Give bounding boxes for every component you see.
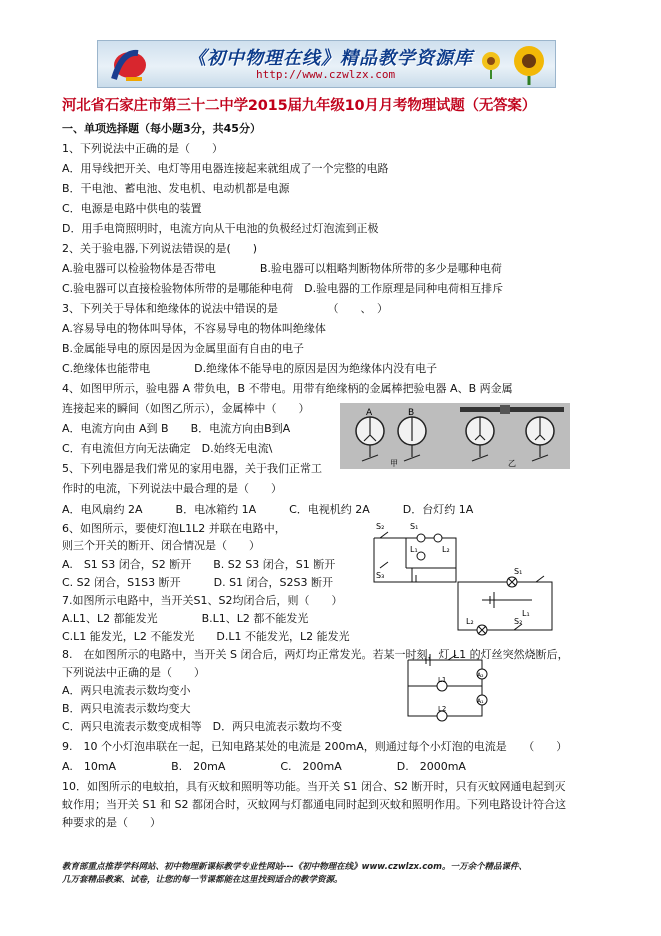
question-line: 9. 10 个小灯泡串联在一起，已知电路某处的电流是 200mA，则通过每个小灯泡的电流是 （ ） <box>62 740 568 753</box>
banner-title: 《初中物理在线》精品教学资源库 <box>188 48 473 69</box>
question-line: B．干电池、蓄电池、发电机、电动机都是电源 <box>62 182 290 195</box>
question-line: 种要求的是（ ） <box>62 816 161 829</box>
question-line: B．两只电流表示数均变大 <box>62 702 191 715</box>
footer-line: 教育部重点推荐学科网站、初中物理新课标教学专业性网站---《初中物理在线》www.czwlzx.com。一万余个精品课件、 <box>62 862 527 872</box>
question-line: 10．如图所示的电蚊拍，具有灭蚊和照明等功能。当开关 S1 闭合、S2 断开时，只有灭蚊网通电起到灭 <box>62 780 566 793</box>
label-yi: 乙 <box>508 459 516 468</box>
question-line: 2、关于验电器,下列说法错误的是( ) <box>62 242 258 255</box>
label-L2: L₂ <box>466 617 474 626</box>
question-line: 8. 在如图所示的电路中，当开关 S 闭合后，两灯均正常发光。若某一时刻，灯 L1 的灯丝突然烧断后， <box>62 648 569 661</box>
question-line: 作时的电流，下列说法中最合理的是（ ） <box>62 482 282 495</box>
document-title: 河北省石家庄市第三十二中学2015届九年级10月月考物理试题（无答案） <box>62 98 537 114</box>
site-banner <box>97 40 556 88</box>
question-line: C.绝缘体也能带电 D.绝缘体不能导电的原因是因为绝缘体内没有电子 <box>62 362 438 375</box>
label-A: A <box>366 408 373 418</box>
label-L2: L₂ <box>442 545 450 554</box>
label-A2: A₂ <box>477 672 484 679</box>
page-footer <box>62 861 527 887</box>
question-line: C. S2 闭合，S1S3 断开 D. S1 闭合，S2S3 断开 <box>62 576 334 589</box>
label-S1: S₁ <box>514 567 523 576</box>
question-line: 则三个开关的断开、闭合情况是（ ） <box>62 539 260 552</box>
question-line: 1、下列说法中正确的是（ ） <box>62 142 223 155</box>
question-line: A.容易导电的物体叫导体，不容易导电的物体叫绝缘体 <box>62 322 326 335</box>
question-line: 下列说法中正确的是（ ） <box>62 666 205 679</box>
question-line: A．两只电流表示数均变小 <box>62 684 191 697</box>
label-L1: L₁ <box>522 609 530 618</box>
sunflower-icon <box>507 43 551 85</box>
footer-line: 几万套精品教案、试卷，让您的每一节课都能在这里找到适合的教学资源。 <box>62 875 343 885</box>
label-jia: 甲 <box>390 459 398 468</box>
label-L2: L2 <box>438 705 447 713</box>
question-line: A.验电器可以检验物体是否带电 B.验电器可以粗略判断物体所带的多少是哪种电荷 <box>62 262 502 275</box>
question-line: A．电风扇约 2A B．电冰箱约 1A C．电视机约 2A D．台灯约 1A <box>62 503 474 516</box>
question-line: 3、下列关于导体和绝缘体的说法中错误的是 （ 、 ） <box>62 302 388 315</box>
question-line: C．两只电流表示数变成相等 D．两只电流表示数均不变 <box>62 720 343 733</box>
question-line: B.金属能导电的原因是因为金属里面有自由的电子 <box>62 342 305 355</box>
question-line: C.L1 能发光，L2 不能发光 D.L1 不能发光，L2 能发光 <box>62 630 350 643</box>
question-line: 7.如图所示电路中，当开关S1、S2均闭合后，则（ ） <box>62 594 343 607</box>
question-line: C．有电流但方向无法确定 D.始终无电流\ <box>62 442 273 455</box>
question-line: 连接起来的瞬间（如图乙所示），金属棒中（ ） <box>62 402 310 415</box>
circuit-figure-q6 <box>366 520 466 592</box>
flower-icon <box>477 49 505 79</box>
electroscope-figure <box>340 403 570 469</box>
question-line: 蚊作用；当开关 S1 和 S2 都闭合时，灭蚊网与灯都通电同时起到灭蚊和照明作用。下列电路设计符合这 <box>62 798 566 811</box>
label-A1: A₁ <box>477 698 484 705</box>
question-line: C．电源是电路中供电的装置 <box>62 202 202 215</box>
question-line: A. 10mA B. 20mA C. 200mA D. 2000mA <box>62 760 466 773</box>
question-line: D．用手电筒照明时，电流方向从干电池的负极经过灯泡流到正极 <box>62 222 379 235</box>
question-line: A. S1 S3 闭合，S2 断开 B. S2 S3 闭合，S1 断开 <box>62 558 336 571</box>
question-line: C.验电器可以直接检验物体所带的是哪能种电荷 D.验电器的工作原理是同种电荷相互排斥 <box>62 282 504 295</box>
site-logo-icon <box>108 45 148 83</box>
circuit-figure-q8 <box>402 652 494 722</box>
label-S1: S₁ <box>410 522 419 531</box>
question-line: A．用导线把开关、电灯等用电器连接起来就组成了一个完整的电路 <box>62 162 389 175</box>
section-heading: 一、单项选择题（每小题3分，共45分） <box>62 122 261 135</box>
banner-url[interactable]: http://www.czwlzx.com <box>256 68 396 81</box>
question-line: 6、如图所示，要使灯泡L1L2 并联在电路中， <box>62 522 286 535</box>
label-S3: S₃ <box>376 571 385 580</box>
question-line: 5、下列电器是我们常见的家用电器，关于我们正常工 <box>62 462 322 475</box>
circuit-figure-q7 <box>452 562 562 636</box>
question-line: A.L1、L2 都能发光 B.L1、L2 都不能发光 <box>62 612 309 625</box>
label-S2: S₂ <box>514 617 523 626</box>
label-L1: L1 <box>438 676 447 684</box>
label-L1: L₁ <box>410 545 418 554</box>
question-line: A．电流方向由 A到 B B．电流方向由B到A <box>62 422 291 435</box>
label-B: B <box>408 408 415 418</box>
question-line: 4、如图甲所示，验电器 A 带负电，B 不带电。用带有绝缘柄的金属棒把验电器 A、B 两金属 <box>62 382 513 395</box>
label-S2: S₂ <box>376 522 385 531</box>
